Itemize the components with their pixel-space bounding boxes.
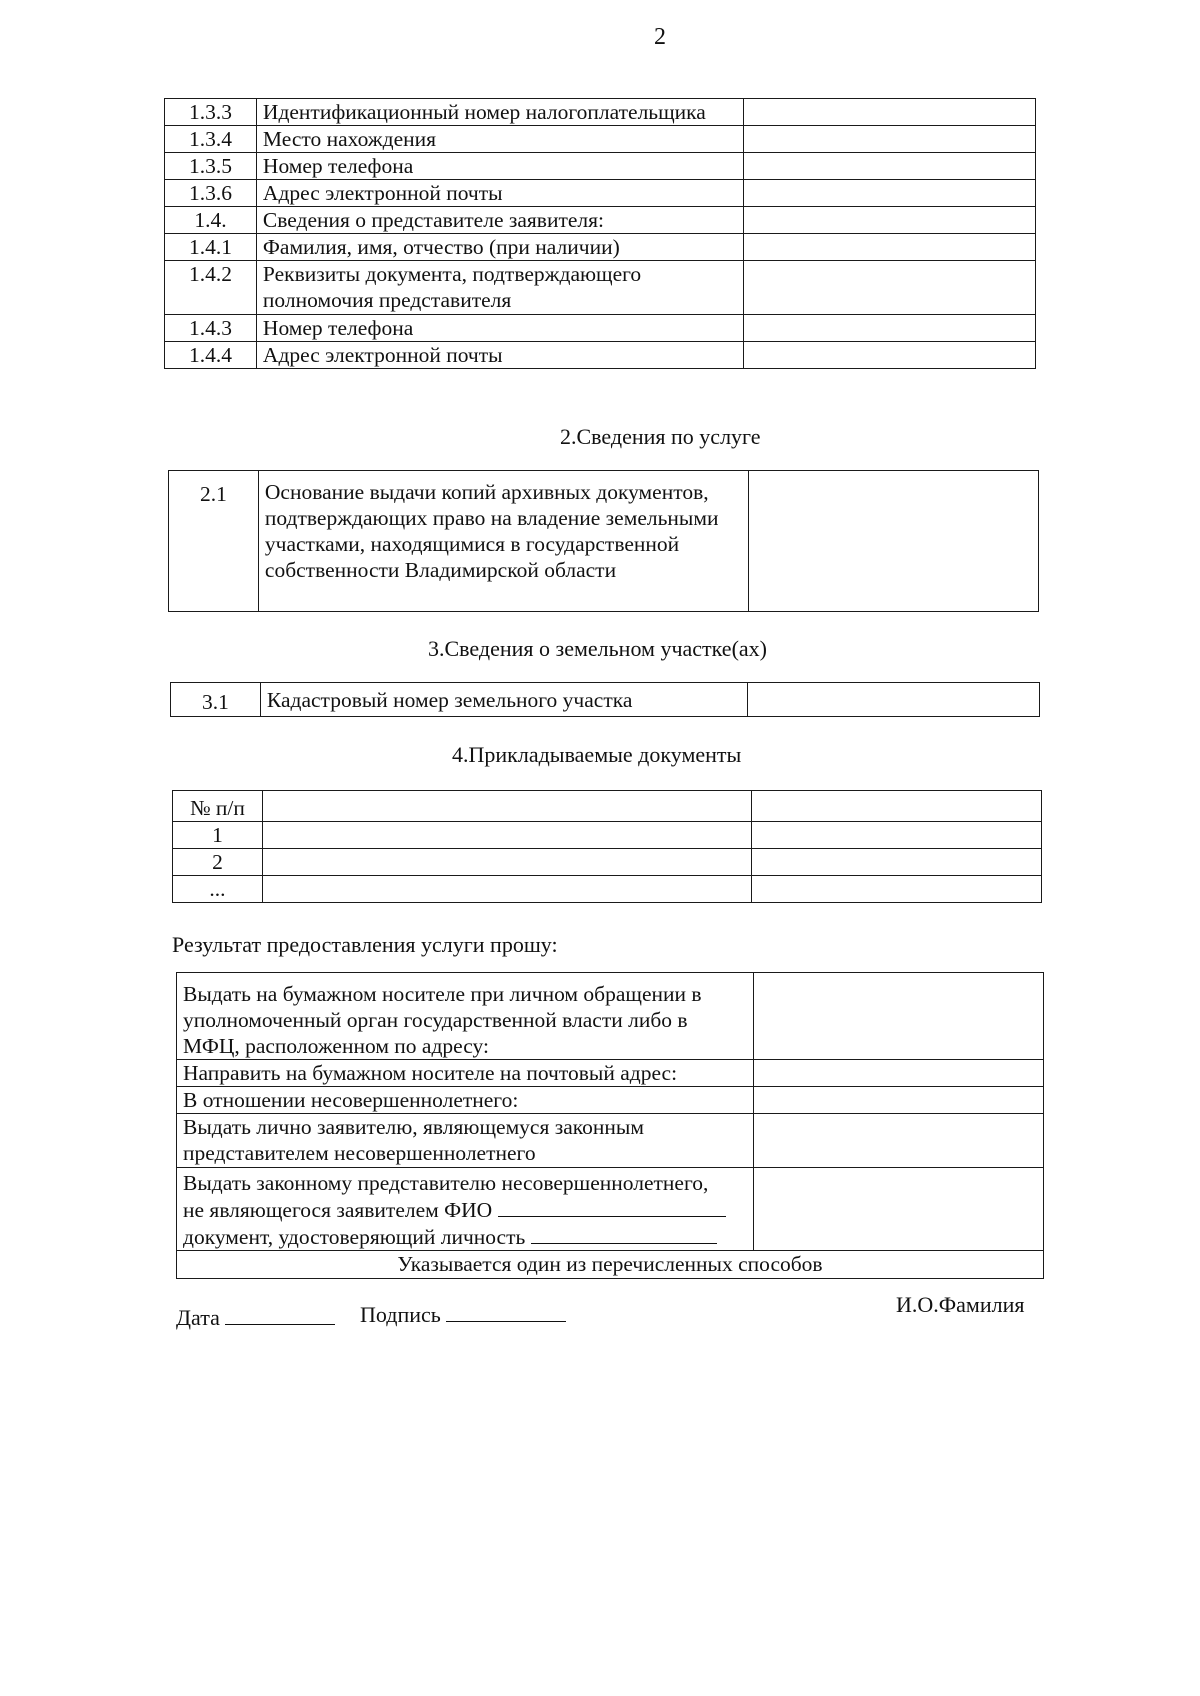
table-row — [177, 1168, 1044, 1251]
result-intro: Результат предоставления услуги прошу: — [172, 932, 558, 957]
value-cell[interactable] — [744, 234, 1036, 261]
value-cell[interactable] — [744, 180, 1036, 207]
row-number: 1.4.3 — [165, 315, 257, 342]
value-cell[interactable] — [744, 261, 1036, 315]
fio-input-line[interactable] — [498, 1196, 726, 1217]
row-number: 1.3.6 — [165, 180, 257, 207]
row-number: 3.1 — [171, 683, 261, 717]
value-cell[interactable] — [749, 471, 1039, 612]
row-number: 1.4.1 — [165, 234, 257, 261]
id-document-input-line[interactable] — [531, 1223, 717, 1244]
table-row — [177, 1060, 1044, 1087]
table-row — [165, 207, 1036, 234]
value-cell[interactable] — [744, 342, 1036, 369]
row-label: Адрес электронной почты — [256, 342, 744, 369]
result-options-table — [176, 972, 1044, 1279]
table-row — [177, 973, 1044, 1060]
table-row — [165, 153, 1036, 180]
signature-field — [360, 1301, 566, 1328]
document-cell[interactable] — [262, 791, 751, 822]
date-label: Дата — [176, 1305, 220, 1330]
value-cell[interactable] — [744, 126, 1036, 153]
signature-input-line[interactable] — [446, 1301, 566, 1322]
value-cell[interactable] — [744, 207, 1036, 234]
table-row — [173, 849, 1042, 876]
option-checkbox-cell[interactable] — [754, 973, 1044, 1060]
value-cell[interactable] — [752, 849, 1042, 876]
row-number: 1 — [173, 822, 263, 849]
date-input-line[interactable] — [225, 1304, 335, 1325]
option-checkbox-cell[interactable] — [754, 1114, 1044, 1168]
row-label: Номер телефона — [256, 315, 744, 342]
table-row — [173, 876, 1042, 903]
document-cell[interactable] — [262, 876, 751, 903]
row-label: Идентификационный номер налогоплательщика — [256, 99, 744, 126]
value-cell[interactable] — [748, 683, 1040, 717]
option-label — [177, 1168, 754, 1251]
section-3-title: 3.Сведения о земельном участке(ах) — [428, 636, 767, 661]
row-number: 2 — [173, 849, 263, 876]
table-row — [165, 126, 1036, 153]
table-row — [177, 1114, 1044, 1168]
row-label: Реквизиты документа, подтверждающего полномочия представителя — [256, 261, 744, 315]
table-row — [171, 683, 1040, 717]
date-field — [176, 1304, 335, 1331]
row-number: 1.4.4 — [165, 342, 257, 369]
service-details-table — [168, 470, 1039, 612]
row-number: 1.3.5 — [165, 153, 257, 180]
option-label: Направить на бумажном носителе на почтовый адрес: — [177, 1060, 754, 1087]
table-row — [165, 261, 1036, 315]
row-number: 2.1 — [169, 471, 259, 612]
row-number: 1.3.3 — [165, 99, 257, 126]
table-row — [165, 342, 1036, 369]
signature-label: Подпись — [360, 1302, 441, 1327]
option-checkbox-cell[interactable] — [754, 1060, 1044, 1087]
table-row — [177, 1087, 1044, 1114]
attached-documents-table — [172, 790, 1042, 903]
value-cell[interactable] — [752, 822, 1042, 849]
table-row — [165, 180, 1036, 207]
section-2-title: 2.Сведения по услуге — [560, 424, 761, 449]
option-label: Выдать на бумажном носителе при личном обращении в уполномоченный орган государственной власти либо в МФЦ, расположенном по адресу: — [177, 973, 754, 1060]
table-header-row — [173, 791, 1042, 822]
value-cell[interactable] — [744, 315, 1036, 342]
option-label: Выдать лично заявителю, являющемуся законным представителем несовершеннолетнего — [177, 1114, 754, 1168]
row-number: ... — [173, 876, 263, 903]
option-checkbox-cell[interactable] — [754, 1168, 1044, 1251]
option-checkbox-cell[interactable] — [754, 1087, 1044, 1114]
row-label: Основание выдачи копий архивных документов, подтверждающих право на владение земельными участками, находящимися в государственной собственности Владимирской области — [258, 471, 749, 612]
value-cell[interactable] — [744, 153, 1036, 180]
column-header-number: № п/п — [173, 791, 263, 822]
row-label: Адрес электронной почты — [256, 180, 744, 207]
option-guardian-line3: документ, удостоверяющий личность — [183, 1223, 747, 1250]
row-number: 1.4. — [165, 207, 257, 234]
row-label: Фамилия, имя, отчество (при наличии) — [256, 234, 744, 261]
table-row — [165, 99, 1036, 126]
value-cell[interactable] — [744, 99, 1036, 126]
section-4-title: 4.Прикладываемые документы — [452, 742, 742, 767]
table-row — [169, 471, 1039, 612]
table-footer-row — [177, 1251, 1044, 1279]
signer-name: И.О.Фамилия — [896, 1292, 1025, 1317]
row-number: 1.4.2 — [165, 261, 257, 315]
option-label: В отношении несовершеннолетнего: — [177, 1087, 754, 1114]
value-cell[interactable] — [752, 791, 1042, 822]
table-row — [173, 822, 1042, 849]
row-label: Кадастровый номер земельного участка — [260, 683, 747, 717]
row-label: Номер телефона — [256, 153, 744, 180]
row-label: Место нахождения — [256, 126, 744, 153]
value-cell[interactable] — [752, 876, 1042, 903]
applicant-details-table — [164, 98, 1036, 369]
row-number: 1.3.4 — [165, 126, 257, 153]
option-guardian-line2: не являющегося заявителем ФИО — [183, 1196, 747, 1223]
document-cell[interactable] — [262, 822, 751, 849]
document-cell[interactable] — [262, 849, 751, 876]
table-row — [165, 315, 1036, 342]
page-number: 2 — [654, 24, 666, 50]
row-label: Сведения о представителе заявителя: — [256, 207, 744, 234]
land-plot-table — [170, 682, 1040, 717]
option-guardian-line1: Выдать законному представителю несовершеннолетнего, — [183, 1171, 709, 1195]
table-row — [165, 234, 1036, 261]
result-footer-note: Указывается один из перечисленных способов — [177, 1251, 1044, 1279]
